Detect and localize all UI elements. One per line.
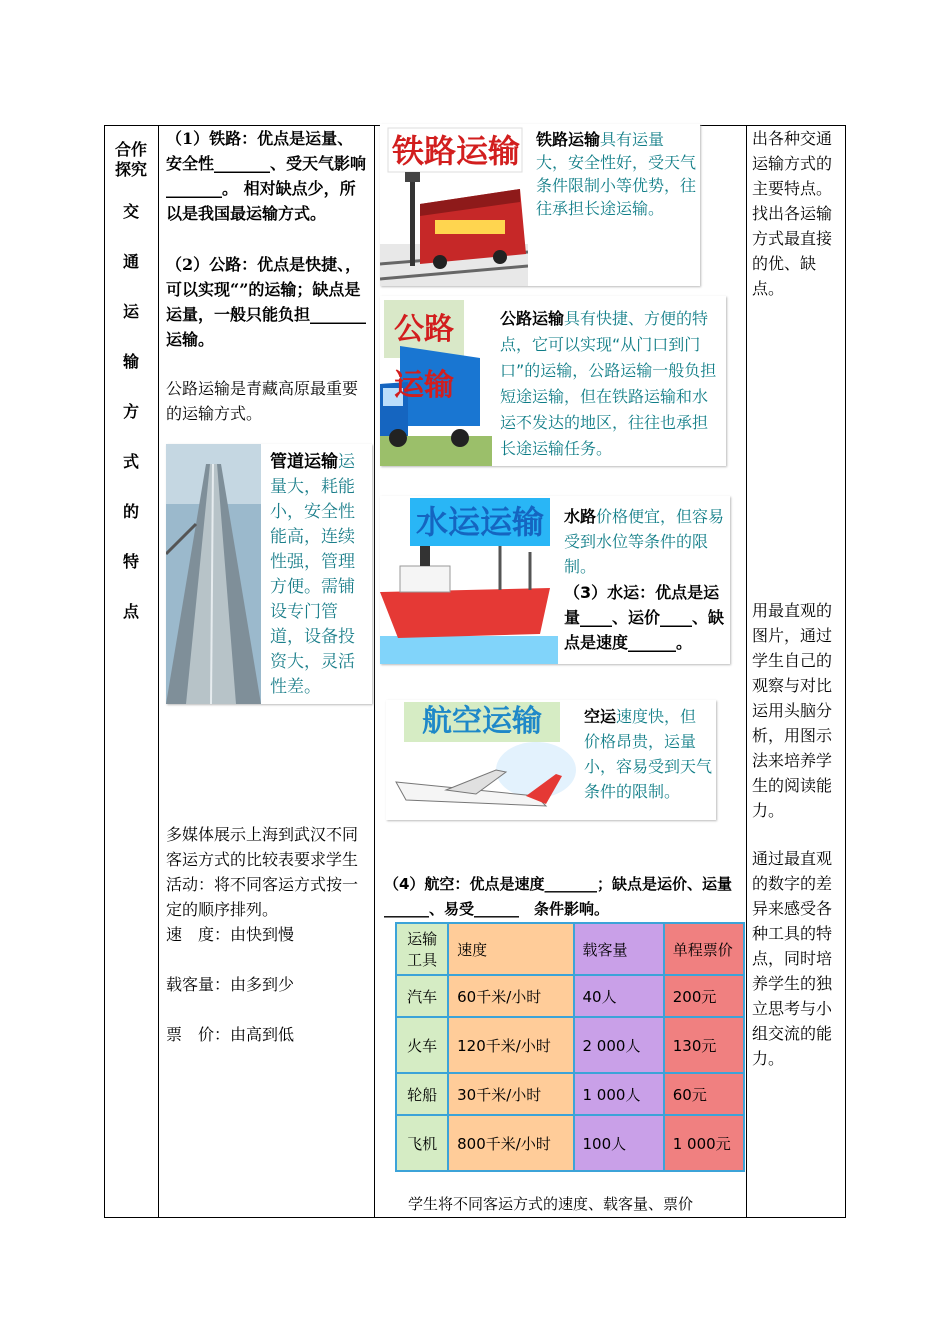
pipeline-title: 管道运输 bbox=[270, 452, 338, 472]
header-cell: 速度 bbox=[448, 923, 573, 975]
media-note: 多媒体展示上海到武汉不同客运方式的比较表要求学生活动：将不同客运方式按一定的顺序排列。 bbox=[166, 825, 359, 919]
table-cell: 30千米/小时 bbox=[448, 1073, 573, 1115]
table-cell: 1 000人 bbox=[574, 1073, 664, 1115]
water-desc-text: 价格便宜，但容易受到水位等条件的限制。 bbox=[564, 507, 725, 576]
water-panel bbox=[380, 496, 730, 664]
table-row bbox=[396, 975, 744, 1017]
price-order: 票 价：由高到低 bbox=[166, 1025, 295, 1044]
capacity-order: 载客量：由多到少 bbox=[166, 975, 295, 994]
rail-desc-title: 铁路运输 bbox=[536, 130, 601, 149]
table-cell: 轮船 bbox=[396, 1073, 448, 1115]
design-intent-3: 通过最直观的数字的差异来感受各种工具的特点，同时培养学生的独立思考与小组交流的能力。 bbox=[752, 849, 833, 1068]
table-cell: 2 000人 bbox=[574, 1017, 664, 1073]
table-cell: 1 000元 bbox=[664, 1115, 744, 1171]
air-desc-text: 速度快，但价格昂贵，运量小，容易受到天气条件的限制。 bbox=[584, 707, 713, 801]
header-cell: 运输工具 bbox=[396, 923, 448, 975]
column-divider bbox=[746, 125, 747, 1218]
table-cell: 100人 bbox=[574, 1115, 664, 1171]
rail-desc-text: 具有运量大，安全性好，受天气条件限制小等优势，往往承担长途运输。 bbox=[536, 130, 697, 218]
stage-label: 合作 探究 交 通 运 输 方 式 的 特 点 bbox=[114, 140, 147, 621]
air-desc-title: 空运 bbox=[584, 707, 617, 726]
bottom-note: 学生将不同客运方式的速度、载客量、票价 bbox=[408, 1195, 694, 1213]
table-cell: 40人 bbox=[574, 975, 664, 1017]
design-intent-1: 出各种交通运输方式的主要特点。找出各运输方式最直接的优、缺点。 bbox=[752, 129, 833, 298]
water-desc-title: 水路 bbox=[564, 507, 597, 526]
air-sign: 航空运输 bbox=[422, 704, 542, 739]
column-divider bbox=[374, 125, 375, 1218]
rail-sign: 铁路运输 bbox=[391, 132, 520, 170]
pipeline-photo bbox=[166, 444, 261, 704]
table-cell: 60元 bbox=[664, 1073, 744, 1115]
transport-comparison-table bbox=[395, 922, 745, 1172]
table-cell: 汽车 bbox=[396, 975, 448, 1017]
table-cell: 60千米/小时 bbox=[448, 975, 573, 1017]
table-cell: 130元 bbox=[664, 1017, 744, 1073]
header-cell: 单程票价 bbox=[664, 923, 744, 975]
water-sign: 水运运输 bbox=[415, 503, 544, 541]
design-intent-2: 用最直观的图片，通过学生自己的观察与对比运用头脑分析，用图示法来培养学生的阅读能力。 bbox=[752, 601, 833, 820]
speed-order: 速 度：由快到慢 bbox=[166, 925, 295, 944]
table-cell: 200元 bbox=[664, 975, 744, 1017]
table-row bbox=[396, 1073, 744, 1115]
road-desc-title: 公路运输 bbox=[500, 309, 565, 328]
rail-panel bbox=[380, 124, 700, 286]
table-cell: 飞机 bbox=[396, 1115, 448, 1171]
air-panel bbox=[386, 700, 716, 820]
column-divider bbox=[158, 125, 159, 1218]
rail-question: （1）铁路：优点是运量、安全性_______、受天气影响_______。 相对缺点少，所以是我国最运输方式。 bbox=[166, 129, 367, 223]
road-desc-text: 具有快捷、方便的特点，它可以实现“从门口到门口”的运输，公路运输一般负担短途运输，但在铁路运输和水运不发达的地区，往往也承担长途运输任务。 bbox=[500, 309, 717, 458]
air-question: （4）航空：优点是速度_______；缺点是运价、运量______、易受______ 条件影响。 bbox=[384, 875, 732, 918]
table-cell: 火车 bbox=[396, 1017, 448, 1073]
road-note: 公路运输是青藏高原最重要的运输方式。 bbox=[166, 379, 359, 423]
table-row bbox=[396, 1115, 744, 1171]
table-header-row bbox=[396, 923, 744, 975]
road-question: （2）公路：优点是快捷、，可以实现“”的运输；缺点是运量，一般只能负担_______运输。 bbox=[166, 255, 367, 349]
table-cell: 120千米/小时 bbox=[448, 1017, 573, 1073]
road-sign: 公路运输 bbox=[394, 312, 454, 403]
water-question: （3）水运：优点是运量____、运价____、缺点是速度______。 bbox=[564, 583, 725, 652]
pipeline-panel bbox=[166, 444, 372, 704]
header-cell: 载客量 bbox=[574, 923, 664, 975]
table-cell: 800千米/小时 bbox=[448, 1115, 573, 1171]
road-panel bbox=[380, 296, 726, 466]
pipeline-text: 运量大，耗能小，安全性能高，连续性强，管理方便。需铺设专门管道，设备投资大，灵活性差。 bbox=[270, 452, 355, 697]
table-row bbox=[396, 1017, 744, 1073]
